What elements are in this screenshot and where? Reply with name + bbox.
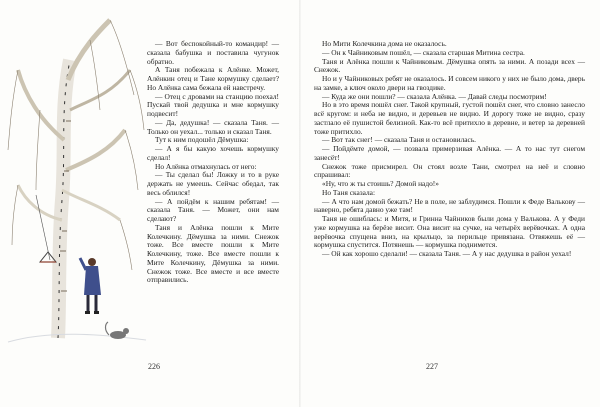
paragraph: А Таня побежала к Алёнке. Может, Алёнкин отец и Тане кормушку сделает? Но Алёнка сама бежала ей навстречу. xyxy=(147,65,279,92)
paragraph: Но в это время пошёл снег. Такой крупный, густой пошёл снег, что словно занесло всё кругом: и неба не видно, и деревьев не видно. И дорогу тоже не видно, сразу застлало её пушистой белизной. Как-то всё притихло в деревне, и ветер за деревней тоже притихло. xyxy=(314,100,585,136)
paragraph: — А пойдём к нашим ребятам! — сказала Таня. — Может, они нам сделают? xyxy=(147,196,279,223)
paragraph: Но и у Чайниковых ребят не оказалось. И совсем никого у них не было дома, дверь на замке, а ключ около двери на гвоздике. xyxy=(314,74,585,92)
paragraph: Но Таня сказала: xyxy=(322,187,376,197)
girl-figure-icon xyxy=(80,258,101,314)
paragraph: — Ты сделал бы! Ложку и то в руке держать не умеешь. Сейчас обедал, так весь облился! xyxy=(147,170,279,197)
paragraph: — Он к Чайниковым пошёл, — сказала старшая Митина сестра. xyxy=(322,47,525,57)
paragraph: — Вот так снег! — сказала Таня и остановилась. xyxy=(322,135,477,145)
paragraph: Таня и Алёнка пошли к Мите Колечкину. Дёмушка за ними. Снежок тоже. Все вместе пошли к Мите Колечкину, тоже. Все вместе пошли к Мите Колечкину, Дёмушка за ними. Снежок тоже. Все вместе и все вместе отправились. xyxy=(147,222,279,285)
paragraph: «Ну, что ж ты стоишь? Домой надо!» xyxy=(322,179,439,188)
page-number: 227 xyxy=(426,362,438,371)
right-page xyxy=(300,0,600,407)
paragraph: Таня и Алёнка пошли к Чайниковым. Дёмушка опять за ними. А позади всех — Снежок. xyxy=(314,56,585,75)
paragraph: Тут к ним подошёл Дёмушка: xyxy=(155,135,249,145)
paragraph: Но Мити Колечкина дома не оказалось. xyxy=(322,39,447,48)
paragraph: — Вот беспокойный-то командир! — сказала бабушка и поставила чугунок обратно. xyxy=(147,39,279,66)
birch-tree-icon xyxy=(8,20,144,338)
paragraph: — Куда же они пошли? — сказала Алёнка. — Давай следы посмотрим! xyxy=(322,91,547,101)
page-number: 226 xyxy=(148,362,160,371)
winter-birch-illustration xyxy=(0,0,150,360)
paragraph: — Ой как хорошо сделали! — сказала Таня. — А у нас дедушка в район уехал! xyxy=(322,249,572,258)
paragraph: — Пойдёмте домой, — позвала примерзивая Алёнка. — А то нас тут снегом занесёт! xyxy=(314,144,585,162)
paragraph: Но Алёнка отмахнулась от него: xyxy=(155,161,257,171)
left-page-text xyxy=(147,40,279,285)
paragraph: Таня не ошиблась: и Митя, и Гринна Чайников были дома у Валькова. А у Феди уже кормушка на берёзе висит. Она висит на сучке, на четырёх верёвочках. А одна верёвочка спущена вниз, на крыльцо, за перильце привязана. Отвяжешь её — кормушка спустится. Потянешь — кормушка поднимется. xyxy=(314,214,585,250)
right-page-text xyxy=(314,40,585,259)
paragraph: Снежок тоже присмирел. Он стоял возле Тани, смотрел на неё и словно спрашивал: xyxy=(314,161,585,180)
paragraph: — Да, дедушка! — сказала Таня. — Только он уехал... только и сказал Таня. xyxy=(147,117,279,136)
paragraph: — Отец с дровами на станцию поехал! Пускай твой дедушка и мне кормушку подвесит! xyxy=(147,91,279,118)
paragraph: — А я бы какую хочешь кормушку сделал! xyxy=(147,144,279,162)
paragraph: — А что нам домой бежать? Не в поле, не заблудимся. Пошли к Феде Валькову — наверно, ребята давно уже там! xyxy=(314,196,585,215)
